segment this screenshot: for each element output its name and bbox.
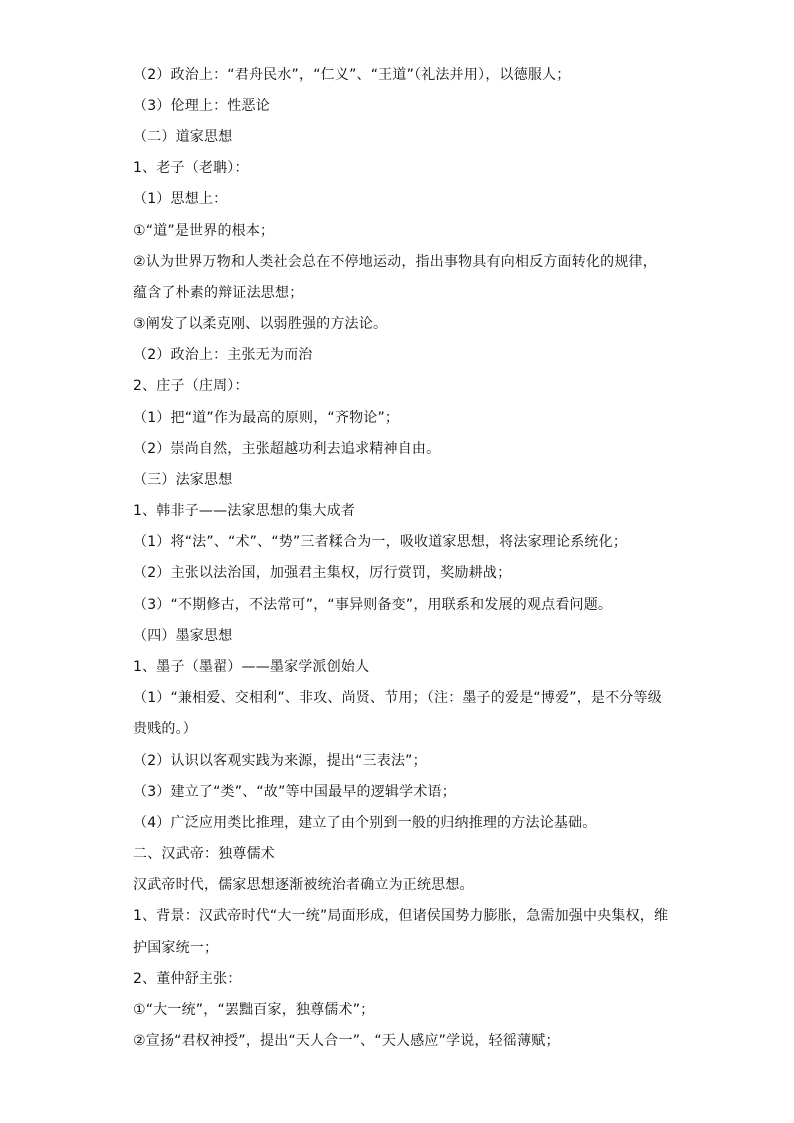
text-line: ①“大一统”，“罢黜百家，独尊儒术”； [133, 1002, 375, 1018]
text-line: （2）政治上：“君舟民水”，“仁义”、“王道”（礼法并用），以德服人； [133, 67, 571, 83]
section-heading: （四）墨家思想 [133, 628, 233, 644]
text-line: （2）政治上：主张无为而治 [133, 347, 313, 363]
text-line: 2、庄子（庄周）： [133, 378, 249, 394]
text-line: 1、老子（老聃）： [133, 160, 249, 176]
text-line: 护国家统一； [133, 940, 219, 956]
text-line: 1、韩非子——法家思想的集大成者 [133, 503, 356, 519]
text-line: （4）广泛应用类比推理，建立了由个别到一般的归纳推理的方法论基础。 [133, 815, 597, 831]
text-line: ②认为世界万物和人类社会总在不停地运动，指出事物具有向相反方面转化的规律， [133, 254, 657, 270]
text-line: （3）“不期修古，不法常可”，“事异则备变”，用联系和发展的观点看问题。 [133, 597, 613, 613]
text-line: 1、背景：汉武帝时代“大一统”局面形成，但诸侯国势力膨胀，急需加强中央集权，维 [133, 908, 669, 924]
text-line: ②宣扬“君权神授”，提出“天人合一”、“天人感应”学说，轻徭薄赋； [133, 1033, 560, 1049]
text-line: （2）崇尚自然，主张超越功利去追求精神自由。 [133, 441, 441, 457]
text-line: （1）“兼相爱、交相利”、非攻、尚贤、节用；（注：墨子的爱是“博爱”，是不分等级 [133, 690, 662, 706]
text-line: 蕴含了朴素的辩证法思想； [133, 285, 304, 301]
text-line: 汉武帝时代，儒家思想逐渐被统治者确立为正统思想。 [133, 877, 474, 893]
text-line: （1）将“法”、“术”、“势”三者糅合为一，吸收道家思想，将法家理论系统化； [133, 534, 628, 550]
section-heading: （三）法家思想 [133, 472, 233, 488]
text-line: 贵贱的。） [133, 721, 197, 737]
text-line: 2、董仲舒主张： [133, 971, 242, 987]
text-line: （3）建立了“类”、“故”等中国最早的逻辑学术语； [133, 784, 456, 800]
text-line: （1）把“道”作为最高的原则，“齐物论”； [133, 410, 400, 426]
text-line: （1）思想上： [133, 191, 228, 207]
text-line: （3）伦理上：性恶论 [133, 98, 270, 114]
text-line: （2）主张以法治国，加强君主集权，厉行赏罚，奖励耕战； [133, 565, 512, 581]
section-heading: （二）道家思想 [133, 129, 233, 145]
text-line: ①“道”是世界的根本； [133, 223, 275, 239]
section-heading: 二、汉武帝：独尊儒术 [133, 846, 275, 862]
text-line: （2）认识以客观实践为来源，提出“三表法”； [133, 753, 427, 769]
text-line: ③阐发了以柔克刚、以弱胜强的方法论。 [133, 316, 388, 332]
text-line: 1、墨子（墨翟）——墨家学派创始人 [133, 659, 370, 675]
